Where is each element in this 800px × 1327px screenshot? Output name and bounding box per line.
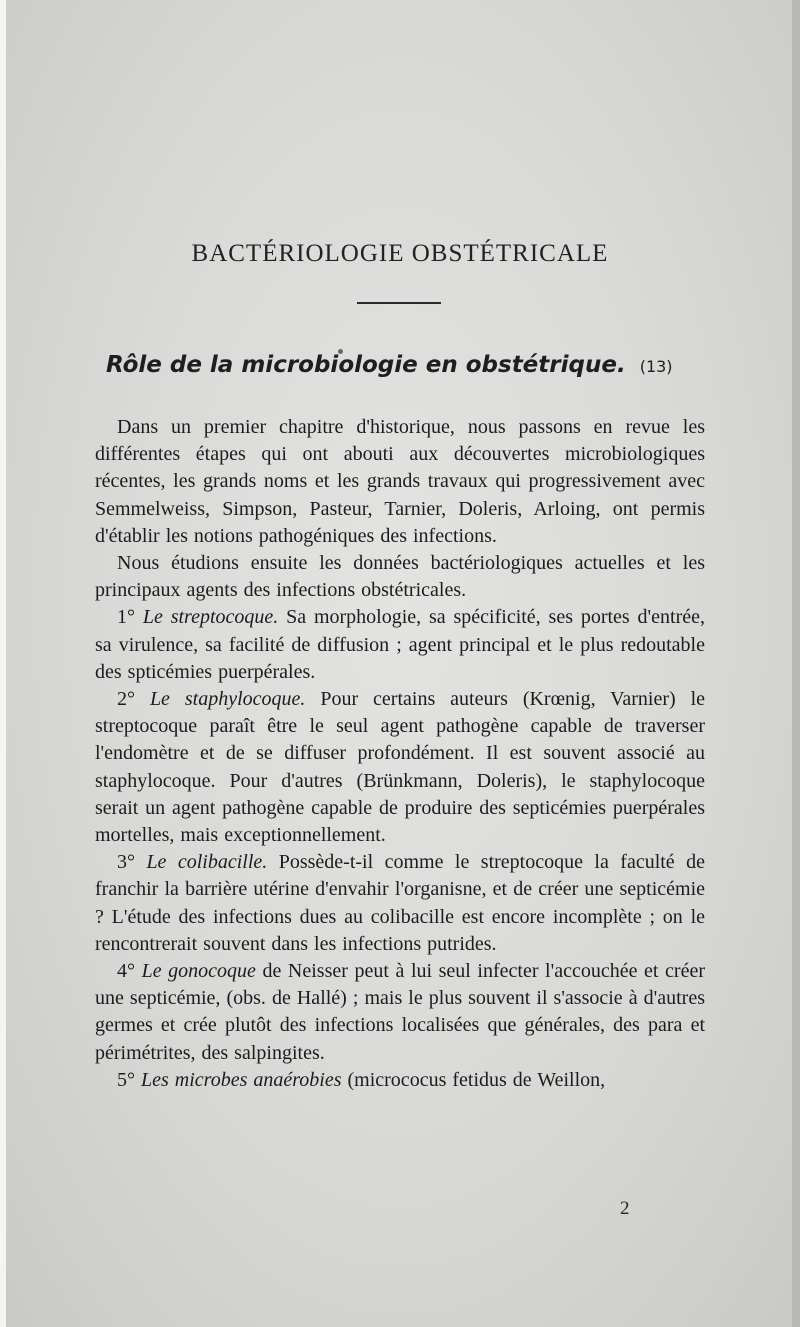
item-text: de Neisser peut à lui seul infecter l'accouchée et créer une septicémie, (obs. de Hallé) ; mais le plus souvent il s'associe à d'autres germes et crée plutôt des infections localisées que générales, des para et périmétrites, des salpingites. bbox=[95, 960, 705, 1064]
paragraph: Nous étudions ensuite les données bactériologiques actuelles et les principaux agents des infections obstétricales. bbox=[95, 552, 705, 602]
title-divider bbox=[357, 302, 441, 304]
item-number: 3° bbox=[117, 851, 135, 874]
item-term: Le staphylocoque. bbox=[149, 688, 306, 711]
list-item bbox=[95, 686, 705, 849]
item-number: 2° bbox=[117, 688, 135, 711]
list-item bbox=[95, 1067, 705, 1094]
item-text: Possède-t-il comme le streptocoque la faculté de franchir la barrière utérine d'envahir l'organisne, et de créer une septicémie ? L'étude des infections dues au colibacille est encore incomplète ; on le rencontrerait souvent dans les infections putrides. bbox=[95, 851, 705, 955]
item-term: Le streptocoque. bbox=[142, 606, 279, 629]
item-number: 4° bbox=[117, 960, 135, 983]
section-reference: (13) bbox=[639, 357, 673, 376]
item-number: 5° bbox=[117, 1068, 135, 1091]
section-heading-text: Rôle de la microbiologie en obstétrique. bbox=[106, 352, 626, 378]
list-item bbox=[95, 849, 705, 958]
item-term: Les microbes anaérobies bbox=[141, 1068, 342, 1091]
item-term: Le gonocoque bbox=[141, 960, 256, 983]
page-edge-right bbox=[792, 0, 800, 1327]
section-heading bbox=[106, 352, 726, 378]
item-number: 1° bbox=[117, 606, 135, 629]
item-text: (micrococus fetidus de Weillon, bbox=[347, 1068, 606, 1091]
item-text: Sa morphologie, sa spécificité, ses portes d'entrée, sa virulence, sa facilité de diffusion ; agent principal et le plus redoutable des spticémies puerpérales. bbox=[95, 606, 705, 683]
item-term: Le colibacille. bbox=[146, 851, 268, 874]
list-item bbox=[95, 604, 705, 686]
list-item bbox=[95, 958, 705, 1067]
page-number: 2 bbox=[620, 1198, 630, 1219]
main-title: BACTÉRIOLOGIE OBSTÉTRICALE bbox=[191, 240, 609, 267]
body-text bbox=[95, 414, 705, 1094]
item-text: Pour certains auteurs (Krœnig, Varnier) le streptocoque paraît être le seul agent pathogène capable de traverser l'endomètre et de se diffuser profondément. Il est souvent associé au staphylocoque. Pour d'autres (Brünkmann, Doleris), le staphylocoque serait un agent pathogène capable de produire des septicémies puerpérales mortelles, mais exceptionnellement. bbox=[95, 688, 706, 847]
paragraph: Dans un premier chapitre d'historique, nous passons en revue les différentes étapes qui ont abouti aux découvertes microbiologiques récentes, les grands noms et les grands travaux qui progressivement avec Semmelweiss, Simpson, Pasteur, Tarnier, Doleris, Arloing, ont permis d'établir les notions pathogéniques des infections. bbox=[95, 416, 705, 547]
page-edge-left bbox=[0, 0, 6, 1327]
